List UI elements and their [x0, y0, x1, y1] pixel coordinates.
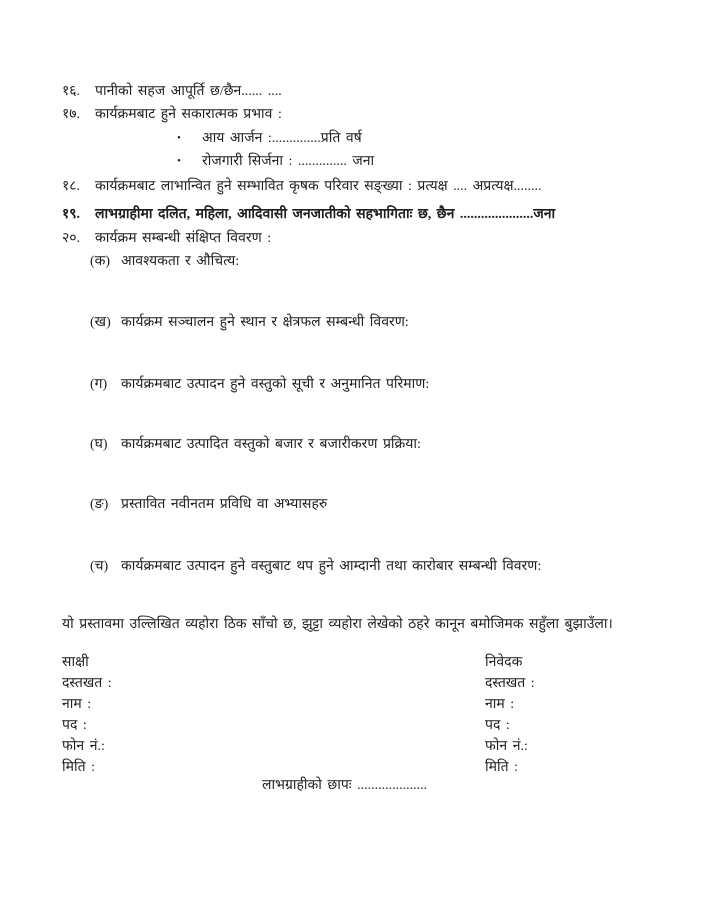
subitem-ga-text: कार्यक्रमबाट उत्पादन हुने वस्तुको सूची र अनुमानित परिमाण: — [121, 377, 430, 392]
subitem-gha-text: कार्यक्रमबाट उत्पादित वस्तुको बजार र बजारीकरण प्रक्रिया: — [121, 437, 421, 452]
witness-name-label: नाम : — [62, 697, 92, 712]
applicant-heading: निवेदक — [485, 655, 523, 670]
beneficiary-stamp-line: लाभग्राहीको छापः .................... — [262, 778, 428, 793]
subitem-kha-marker: (ख) — [90, 315, 111, 330]
item-17 — [62, 105, 655, 124]
item-19-number: १९. — [62, 207, 81, 222]
applicant-date-label: मिति : — [485, 760, 518, 775]
applicant-block — [485, 652, 655, 778]
witness-block — [62, 652, 112, 778]
item-20 — [62, 229, 655, 248]
subitem-ga-marker: (ग) — [90, 377, 108, 392]
item-19 — [62, 205, 655, 224]
item-16-text: पानीको सहज आपूर्ति छ/छैन...... .... — [95, 84, 282, 99]
item-18-text: कार्यक्रमबाट लाभान्वित हुने सम्भावित कृषक परिवार सङ्ख्या : प्रत्यक्ष .... अप्रत्यक्ष........ — [95, 179, 542, 194]
item-20-text: कार्यक्रम सम्बन्धी संक्षिप्त विवरण : — [95, 231, 272, 246]
bullet-income — [177, 129, 655, 148]
subitem-nga-text: प्रस्तावित नवीनतम प्रविधि वा अभ्यासहरु — [121, 497, 328, 512]
subitem-nga — [90, 495, 655, 514]
subitem-ka — [90, 252, 655, 271]
item-17-text: कार्यक्रमबाट हुने सकारात्मक प्रभाव : — [95, 107, 282, 122]
applicant-name-label: नाम : — [485, 697, 515, 712]
subitem-kha-text: कार्यक्रम सञ्चालन हुने स्थान र क्षेत्रफल सम्बन्धी विवरण: — [121, 315, 409, 330]
item-16 — [62, 82, 655, 101]
item-18-number: १८. — [62, 179, 81, 194]
subitem-kha — [90, 313, 655, 332]
subitem-cha — [90, 557, 655, 576]
witness-heading: साक्षी — [62, 655, 89, 670]
bullet-income-text: आय आर्जन :..............प्रति वर्ष — [202, 131, 362, 146]
item-16-number: १६. — [62, 84, 81, 99]
subitem-gha-marker: (घ) — [90, 437, 108, 452]
subitem-ka-text: आवश्यकता र औचित्य: — [121, 254, 240, 269]
declaration-text: यो प्रस्तावमा उल्लिखित व्यहोरा ठिक साँचो छ, झुट्टा व्यहोरा लेखेको ठहरे कानून बमोजिमक सहुँला बुझाउँला। — [62, 617, 613, 632]
bullet-employment-text: रोजगारी सिर्जना : .............. जना — [202, 154, 375, 169]
applicant-signature-label: दस्तखत : — [485, 676, 535, 691]
bullet-icon: • — [177, 155, 181, 167]
item-18 — [62, 177, 655, 196]
item-17-number: १७. — [62, 107, 81, 122]
subitem-cha-marker: (च) — [90, 559, 109, 574]
item-19-text: लाभग्राहीमा दलित, महिला, आदिवासी जनजातीको सहभागिताः छ, छैन .....................जना — [95, 207, 556, 222]
applicant-post-label: पद : — [485, 718, 510, 733]
subitem-gha — [90, 435, 655, 454]
bullet-icon: • — [177, 132, 181, 144]
subitem-cha-text: कार्यक्रमबाट उत्पादन हुने वस्तुबाट थप हुने आम्दानी तथा कारोबार सम्बन्धी विवरण: — [121, 559, 542, 574]
applicant-phone-label: फोन नं.: — [485, 739, 528, 754]
item-20-number: २०. — [62, 231, 81, 246]
witness-signature-label: दस्तखत : — [62, 676, 112, 691]
signature-section — [62, 652, 655, 778]
subitem-nga-marker: (ङ) — [90, 497, 109, 512]
subitem-ga — [90, 375, 655, 394]
bullet-employment — [177, 152, 655, 171]
witness-date-label: मिति : — [62, 760, 95, 775]
subitem-ka-marker: (क) — [90, 254, 111, 269]
witness-post-label: पद : — [62, 718, 87, 733]
witness-phone-label: फोन नं.: — [62, 739, 105, 754]
